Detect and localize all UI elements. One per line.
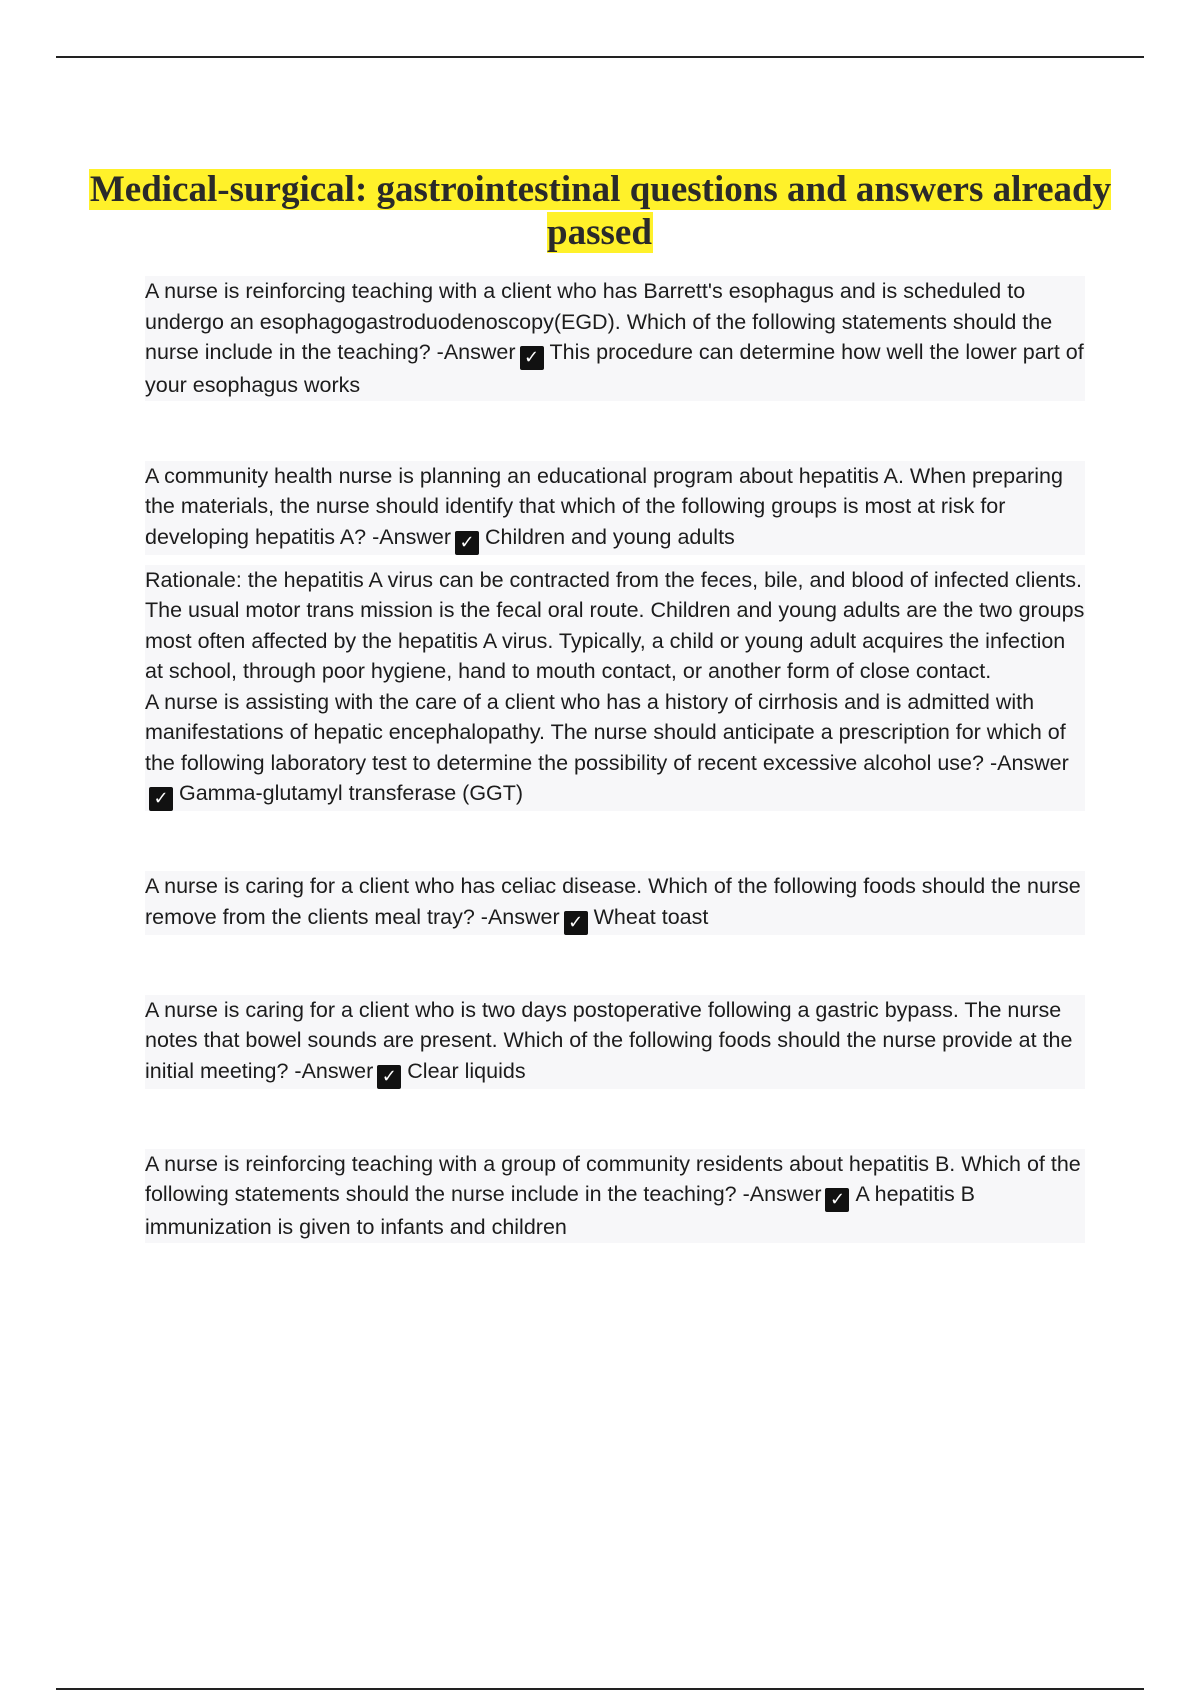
answer-text: Wheat toast: [593, 904, 709, 929]
qa-item-5: [145, 995, 1085, 1089]
qa-item-2: [145, 461, 1085, 555]
question-text: A community health nurse is planning an educational program about hepatitis A. When preparing the materials, the nurse should identify that which of the following groups is most at risk for developing hepatitis A?: [145, 463, 1063, 549]
rationale-text: Rationale: the hepatitis A virus can be contracted from the feces, bile, and blood of infected clients. The usual motor trans mission is the fecal oral route. Children and young adults are the two groups most often affected by the hepatitis A virus. Typically, a child or young adult acquires the infection at school, through poor hygiene, hand to mouth contact, or another form of close contact.: [145, 565, 1085, 687]
answer-text: Gamma-glutamyl transferase (GGT): [179, 781, 524, 805]
check-box-icon: ✓: [564, 911, 588, 935]
answer-marker: -Answer: [989, 750, 1069, 775]
top-rule: [56, 56, 1144, 58]
check-box-icon: ✓: [149, 787, 173, 811]
answer-text: This procedure can determine how well the lower part of your esophagus works: [145, 340, 1084, 397]
answer-marker: -Answer: [372, 524, 451, 549]
answer-marker: -Answer: [436, 340, 516, 364]
question-text: A nurse is reinforcing teaching with a client who has Barrett's esophagus and is scheduled to undergo an esophagogastroduodenoscopy(EGD). Which of the following statements should the nurse include in the teaching?: [145, 279, 1053, 364]
answer-marker: -Answer: [294, 1058, 374, 1083]
qa-item-3: [145, 687, 1085, 812]
question-text: A nurse is reinforcing teaching with a group of community residents about hepatitis B. Which of the following statements should the nurse include in the teaching?: [145, 1151, 1081, 1206]
check-box-icon: ✓: [455, 531, 479, 555]
check-box-icon: ✓: [825, 1188, 849, 1212]
answer-marker: -Answer: [480, 904, 560, 929]
question-text: A nurse is assisting with the care of a client who has a history of cirrhosis and is admitted with manifestations of hepatic encephalopathy. The nurse should anticipate a prescription for which of the following laboratory test to determine the possibility of recent excessive alcohol use?: [145, 689, 1066, 775]
check-box-icon: ✓: [520, 346, 544, 370]
document-title: [60, 168, 1140, 254]
document-title-text: Medical-surgical: gastrointestinal questions and answers already passed: [89, 168, 1112, 253]
check-box-icon: ✓: [377, 1065, 401, 1089]
bottom-rule: [56, 1688, 1144, 1690]
qa-item-1: [145, 276, 1085, 401]
answer-text: A hepatitis B immunization is given to infants and children: [145, 1182, 976, 1239]
qa-item-6: [145, 1149, 1085, 1243]
question-text: A nurse is caring for a client who is two days postoperative following a gastric bypass. The nurse notes that bowel sounds are present. Which of the following foods should the nurse provide at the initial meeting?: [145, 997, 1073, 1083]
question-text: A nurse is caring for a client who has celiac disease. Which of the following foods should the nurse remove from the clients meal tray?: [145, 874, 1081, 929]
answer-text: Children and young adults: [485, 524, 735, 549]
answer-text: Clear liquids: [407, 1058, 526, 1083]
answer-marker: -Answer: [742, 1182, 822, 1206]
qa-item-4: [145, 871, 1085, 935]
qa-list: [145, 276, 1085, 1243]
